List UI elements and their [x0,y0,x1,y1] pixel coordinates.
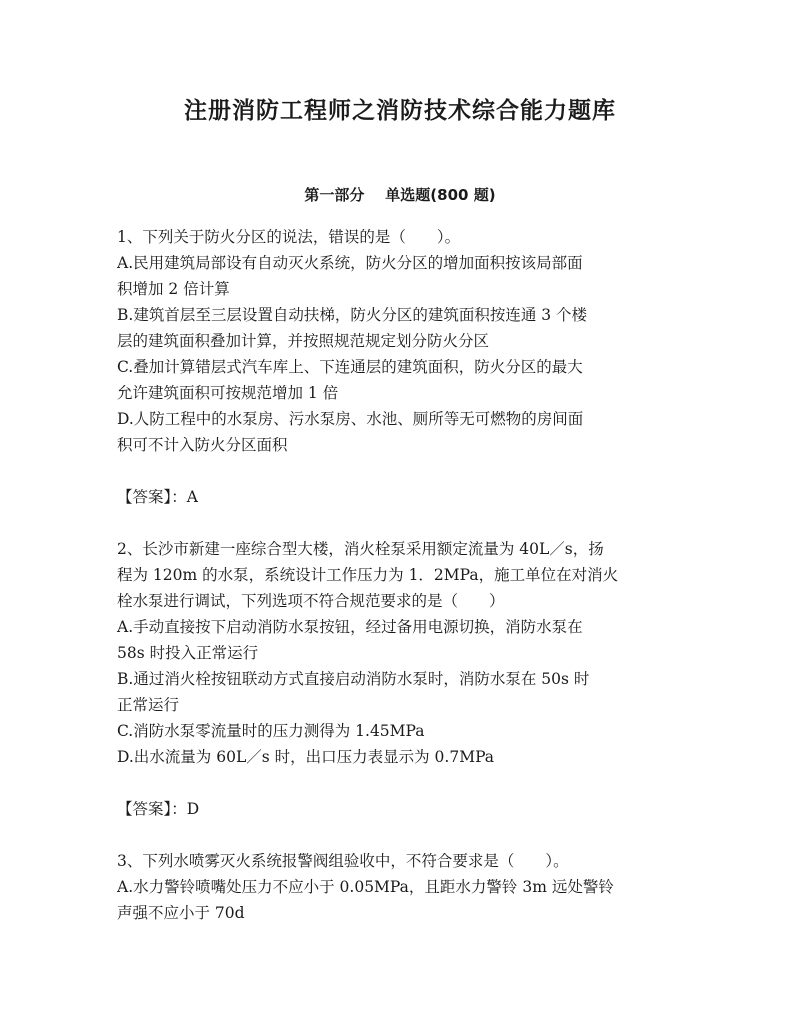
option-line: 58s 时投入正常运行 [117,644,259,662]
section-title: 第一部分 单选题(800 题) [304,186,496,204]
question-1 [117,224,689,536]
answer-line [117,796,689,822]
question-2 [117,536,689,848]
option-line: A.民用建筑局部设有自动灭火系统，防火分区的增加面积按该局部面 [117,254,583,272]
option-line: 允许建筑面积可按规范增加 1 倍 [117,384,339,402]
option-line: 正常运行 [117,696,180,714]
option-line: 积增加 2 倍计算 [117,280,230,298]
answer-value: A [186,488,198,506]
question-3 [117,848,689,926]
option-c [117,354,689,406]
option-line: C.叠加计算错层式汽车库上、下连通层的建筑面积，防火分区的最大 [117,358,583,376]
answer-label: 【答案】： [117,800,187,818]
answer-label: 【答案】： [117,488,187,506]
answer-value: D [186,800,200,818]
option-line: 层的建筑面积叠加计算，并按照规范规定划分防火分区 [117,332,490,350]
question-stem-line: 3、下列水喷雾灭火系统报警阀组验收中，不符合要求是（ ）。 [117,852,569,870]
option-line: 声强不应小于 70d [117,904,245,922]
option-a [117,250,689,302]
option-a [117,874,689,926]
option-line: B.建筑首层至三层设置自动扶梯，防火分区的建筑面积按连通 3 个楼 [117,306,588,324]
question-stem-line: 程为 120m 的水泵，系统设计工作压力为 1．2MPa，施工单位在对消火 [117,566,619,584]
option-c [117,718,689,744]
answer-line [117,484,689,510]
question-list [117,224,689,926]
option-line: D.出水流量为 60L／s 时，出口压力表显示为 0.7MPa [117,748,495,766]
question-stem-line: 栓水泵进行调试，下列选项不符合规范要求的是（ ） [117,592,505,610]
option-d [117,744,689,770]
option-line: A.手动直接按下启动消防水泵按钮，经过备用电源切换，消防水泵在 [117,618,583,636]
option-b [117,666,689,718]
question-stem-line: 2、长沙市新建一座综合型大楼，消火栓泵采用额定流量为 40L／s，扬 [117,540,604,558]
option-line: 积可不计入防火分区面积 [117,436,288,454]
option-b [117,302,689,354]
document-title: 注册消防工程师之消防技术综合能力题库 [184,98,616,124]
question-stem-line: 1、下列关于防火分区的说法，错误的是（ ）。 [117,228,461,246]
option-line: D.人防工程中的水泵房、污水泵房、水池、厕所等无可燃物的房间面 [117,410,584,428]
option-a [117,614,689,666]
option-line: C.消防水泵零流量时的压力测得为 1.45MPa [117,722,425,740]
option-line: B.通过消火栓按钮联动方式直接启动消防水泵时，消防水泵在 50s 时 [117,670,590,688]
option-line: A.水力警铃喷嘴处压力不应小于 0.05MPa，且距水力警铃 3m 远处警铃 [117,878,614,896]
option-d [117,406,689,458]
